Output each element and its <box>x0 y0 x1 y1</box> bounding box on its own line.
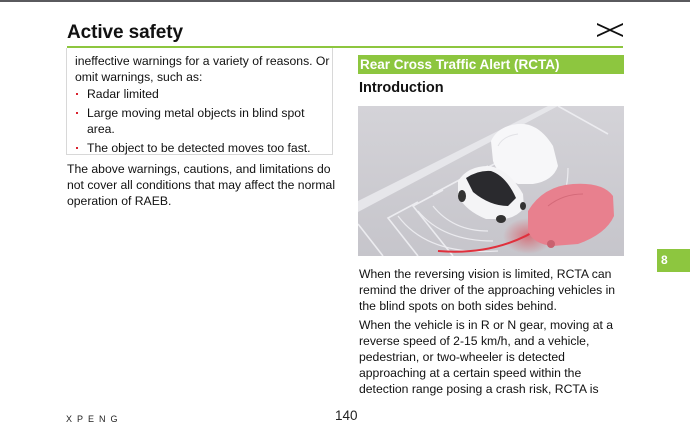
sub-heading: Introduction <box>359 80 444 96</box>
chapter-tab[interactable]: 8 <box>657 249 690 272</box>
page-title: Active safety <box>67 22 183 43</box>
rcta-illustration <box>358 106 624 256</box>
bullet-text: Large moving metal objects in blind spot area. <box>87 106 305 136</box>
footer-brand-logo: XPENG <box>66 414 123 424</box>
bullet-item <box>75 140 333 156</box>
rcta-description-paragraph: When the reversing vision is limited, RCTA can remind the driver of the approaching vehicles in the blind spots on both sides behind. <box>359 267 616 313</box>
bullet-text: The object to be detected moves too fast. <box>87 141 311 155</box>
bullet-dot-icon <box>76 147 78 149</box>
parking-lot-scene-icon <box>358 106 624 256</box>
rcta-conditions-paragraph: When the vehicle is in R or N gear, moving at a reverse speed of 2-15 km/h, and a vehicle, pedestrian, or two-wheeler is detected approaching at a certain speed within the detection range posing a crash risk, RCTA is <box>359 318 614 396</box>
xpeng-x-logo-icon <box>597 22 623 38</box>
notice-intro-text: ineffective warnings for a variety of reasons. Or omit warnings, such as: <box>75 54 330 84</box>
bullet-dot-icon <box>76 93 78 95</box>
limitations-paragraph: The above warnings, cautions, and limitations do not cover all conditions that may affect the normal operation of RAEB. <box>67 162 336 208</box>
notice-bullet-list <box>75 86 333 159</box>
page-number: 140 <box>335 408 358 423</box>
bullet-text: Radar limited <box>87 87 159 101</box>
bullet-item <box>75 86 333 102</box>
bullet-item <box>75 105 333 137</box>
section-heading: Rear Cross Traffic Alert (RCTA) <box>358 55 624 74</box>
bullet-dot-icon <box>76 112 78 114</box>
window-top-bar <box>0 0 690 2</box>
